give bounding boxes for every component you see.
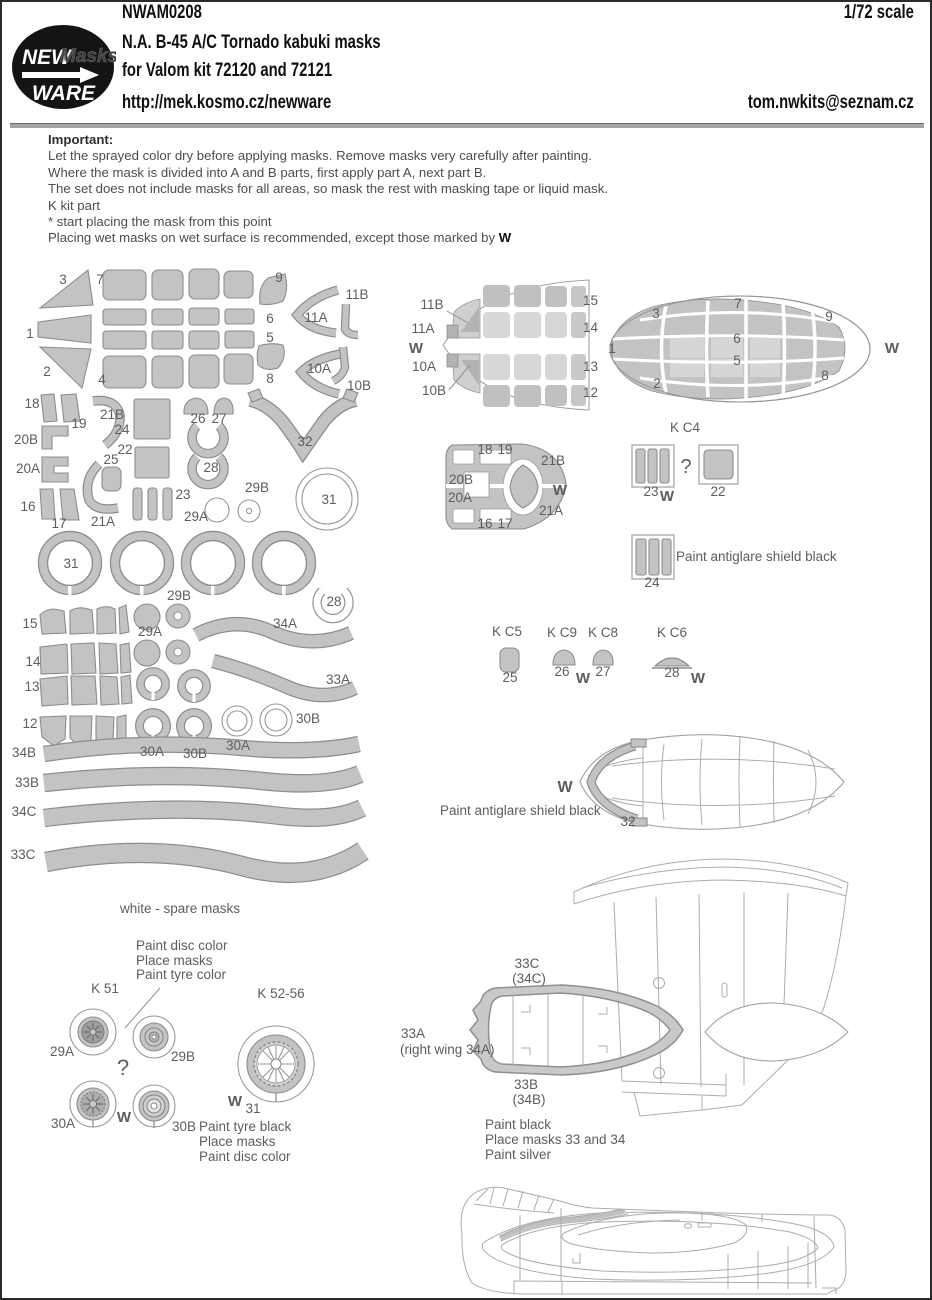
part-label: white - spare masks (120, 901, 241, 916)
instruction-line: Where the mask is divided into A and B parts, first apply part A, next part B. (48, 164, 487, 180)
part-label: K C9 (546, 625, 578, 640)
part-label: 9 (825, 309, 833, 324)
part-label: ? (116, 1055, 130, 1080)
instructions-block (48, 132, 688, 247)
part-label: 14 (583, 320, 599, 335)
part-label: Paint tyre black (199, 1119, 292, 1134)
part-label: Place masks (199, 1134, 276, 1149)
part-label: 21A (538, 503, 564, 518)
part-label: 16 (20, 499, 36, 514)
part-label: 19 (71, 416, 87, 431)
instruction-line: K kit part (48, 197, 101, 213)
part-label: 22 (710, 484, 726, 499)
part-label: 27 (595, 664, 611, 679)
part-label: 30A (225, 738, 251, 753)
part-label: 34A (272, 616, 298, 631)
part-label: 13 (24, 679, 40, 694)
part-label: 29A (137, 624, 163, 639)
header-divider (10, 123, 924, 128)
part-label: Place masks 33 and 34 (485, 1132, 626, 1147)
part-label: 30B (182, 746, 208, 761)
part-label: 30B (295, 711, 321, 726)
part-label: W (575, 670, 591, 687)
part-label: W (408, 340, 424, 357)
part-label: ? (680, 456, 692, 478)
contact-email: tom.nwkits@seznam.cz (748, 92, 914, 113)
part-label: (right wing 34A) (400, 1042, 495, 1057)
part-label: Paint antiglare shield black (440, 803, 601, 818)
instruction-line: * start placing the mask from this point (48, 214, 272, 230)
diagram-antiglare-24 (632, 535, 674, 579)
part-label: 13 (583, 359, 599, 374)
wet-mark: W (498, 230, 512, 246)
part-label: 11A (411, 321, 435, 336)
product-title: N.A. B-45 A/C Tornado kabuki masks (122, 32, 381, 53)
part-label: 5 (733, 353, 741, 368)
part-label: W (116, 1109, 132, 1126)
part-label: Paint disc color (199, 1149, 291, 1164)
part-label: 21B (99, 407, 125, 422)
part-label: 7 (96, 272, 104, 287)
part-label: 21B (540, 453, 566, 468)
part-label: 7 (734, 296, 742, 311)
part-label: 25 (103, 452, 119, 467)
part-label: 10A (306, 361, 332, 376)
part-label: 34B (11, 745, 37, 760)
part-label: 28 (326, 594, 342, 609)
part-label: 17 (497, 516, 513, 531)
part-label: 4 (98, 372, 106, 387)
part-label: 8 (266, 371, 274, 386)
part-label: W (884, 340, 900, 357)
part-label: Paint antiglare shield black (676, 549, 837, 564)
part-label: 15 (22, 616, 38, 631)
part-label: 11B (345, 287, 369, 302)
part-label: 28 (203, 460, 219, 475)
part-label: 31 (63, 556, 79, 571)
product-code: NWAM0208 (122, 2, 202, 23)
part-label: 33A (401, 1026, 426, 1041)
part-label: 33B (513, 1077, 539, 1092)
part-label: 21A (90, 514, 116, 529)
part-label: Paint disc color (136, 938, 228, 953)
part-label: 2 (43, 364, 51, 379)
part-label: 29B (244, 480, 270, 495)
diagram-nose-glazing (443, 280, 589, 410)
part-label: 32 (620, 814, 636, 829)
product-subtitle: for Valom kit 72120 and 72121 (122, 60, 333, 81)
part-label: K 52-56 (257, 986, 305, 1001)
part-label: 18 (24, 396, 40, 411)
scale-label: 1/72 scale (843, 2, 914, 23)
part-label: 3 (652, 306, 660, 321)
part-label: 2 (653, 376, 661, 391)
logo-text-ware: WARE (32, 82, 95, 105)
part-label: 25 (502, 670, 518, 685)
part-label: 22 (117, 442, 133, 457)
instructions-heading: Important: (48, 132, 114, 147)
part-label: 23 (643, 484, 659, 499)
part-label: 26 (554, 664, 570, 679)
part-label: 10A (411, 359, 437, 374)
part-label: 10B (346, 378, 372, 393)
part-label: 31 (245, 1101, 261, 1116)
part-label: 3 (59, 272, 67, 287)
instruction-line-wet (48, 230, 688, 246)
part-label: 30A (50, 1116, 76, 1131)
part-label: Place masks (136, 953, 213, 968)
part-label: 23 (175, 487, 191, 502)
part-label: W (690, 670, 706, 687)
part-label: 16 (477, 516, 493, 531)
part-label: 9 (275, 270, 283, 285)
logo-text-masks: Masks (60, 46, 116, 67)
part-label: 20A (447, 490, 473, 505)
part-label: 30B (171, 1119, 197, 1134)
part-label: 8 (821, 368, 829, 383)
part-label: 26 (190, 411, 206, 426)
part-label: 1 (26, 326, 34, 341)
part-label: (34B) (512, 1092, 546, 1107)
part-label: 33B (14, 775, 40, 790)
part-label: 24 (644, 575, 660, 590)
part-label: 6 (733, 331, 741, 346)
part-label: 29A (183, 509, 209, 524)
part-label: 24 (114, 422, 130, 437)
part-label: 11A (304, 310, 328, 325)
part-label: Paint tyre color (136, 967, 227, 982)
part-label: 6 (266, 311, 274, 326)
part-label: 10B (421, 383, 447, 398)
part-label: 18 (477, 442, 493, 457)
wet-line-text: Placing wet masks on wet surface is recommended, except those marked by (48, 230, 499, 246)
part-label: 12 (22, 716, 38, 731)
part-label: 11B (420, 297, 444, 312)
part-label: 17 (51, 516, 67, 531)
part-label: 29B (166, 588, 192, 603)
part-label: K 51 (91, 981, 119, 996)
website-url: http://mek.kosmo.cz/newware (122, 92, 332, 113)
part-label: 12 (583, 385, 599, 400)
instruction-line: Let the sprayed color dry before applying masks. Remove masks very carefully after painting. (48, 148, 592, 164)
part-label: W (227, 1093, 243, 1110)
logo-text-new: NEW (22, 46, 71, 69)
part-label: K C6 (656, 625, 688, 640)
part-label: W (557, 779, 573, 796)
part-label: 1 (608, 341, 616, 356)
part-label: W (659, 488, 675, 505)
sheet-wing-strips (44, 744, 363, 873)
part-label: 20A (15, 461, 41, 476)
part-label: 27 (211, 411, 227, 426)
part-label: 32 (297, 434, 313, 449)
part-label: 29A (49, 1044, 75, 1059)
part-label: K C5 (491, 624, 523, 639)
part-label: K C4 (669, 420, 701, 435)
part-label: 33C (10, 847, 36, 862)
part-label: Paint silver (485, 1147, 552, 1162)
part-label: 33A (325, 672, 351, 687)
part-label: 15 (583, 293, 599, 308)
part-label: 19 (497, 442, 513, 457)
part-label: W (552, 482, 568, 499)
part-label: 31 (321, 492, 337, 507)
instruction-line: The set does not include masks for all areas, so mask the rest with masking tape or liquid mask. (48, 181, 608, 197)
part-label: 34C (11, 804, 37, 819)
part-label: 28 (664, 665, 680, 680)
part-label: 29B (170, 1049, 196, 1064)
part-label: 14 (25, 654, 41, 669)
part-label: Paint black (485, 1117, 552, 1132)
newware-logo-graphic (10, 22, 116, 112)
part-label: 5 (266, 330, 274, 345)
diagram-fuselage-side (461, 1187, 846, 1294)
part-label: K C8 (587, 625, 619, 640)
newware-logo (10, 22, 116, 117)
part-label: 30A (139, 744, 165, 759)
part-label: 33C (514, 956, 540, 971)
part-label: 20B (13, 432, 39, 447)
part-label: (34C) (512, 971, 546, 986)
part-label: 20B (448, 472, 474, 487)
